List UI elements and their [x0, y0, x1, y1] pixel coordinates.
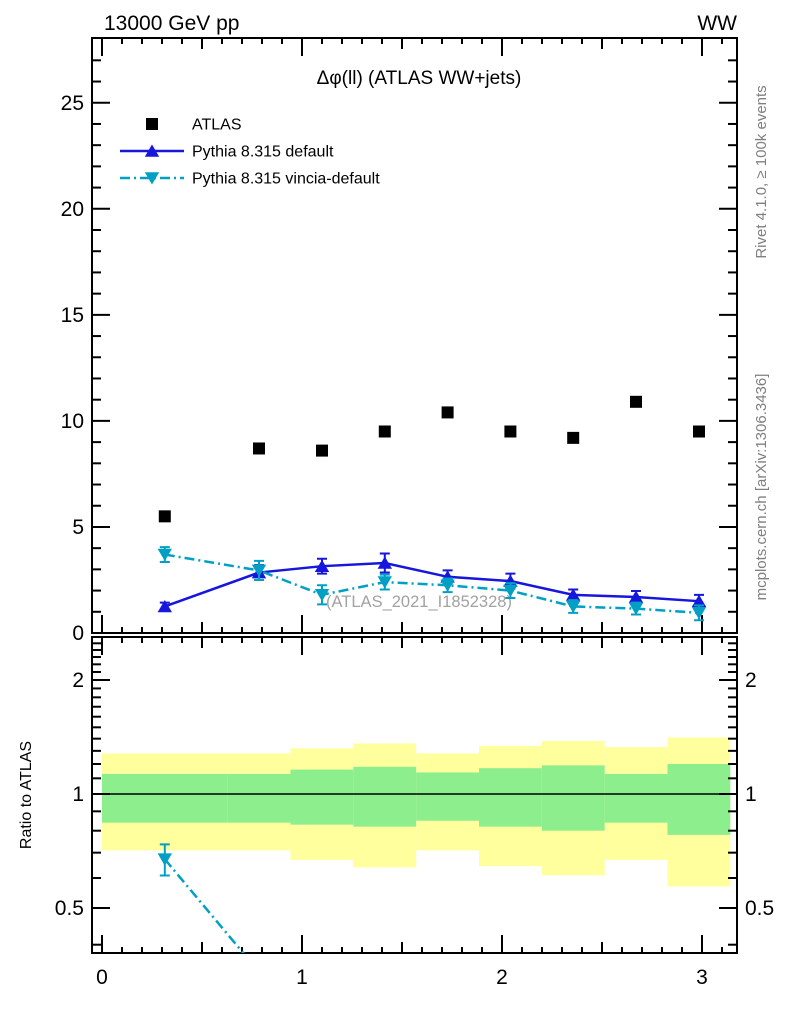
legend-marker-square: [146, 118, 158, 130]
top-panel-frame: [92, 38, 737, 633]
green-band-bin: [291, 770, 354, 825]
green-band-bin: [102, 774, 228, 823]
y-tick-label: 5: [72, 515, 84, 539]
green-band-bin: [353, 767, 416, 827]
ratio-tick-label-right: 2: [745, 669, 757, 692]
chart-layers: [55, 38, 774, 1024]
y-tick-label: 15: [60, 303, 84, 327]
green-band-bin: [416, 772, 479, 820]
series-triangle-up: [165, 959, 699, 1024]
series-triangle-down: [158, 844, 699, 1024]
series-line: [165, 959, 699, 1024]
y-tick-label: 25: [60, 91, 84, 115]
legend-marker-column: [120, 118, 184, 185]
legend-label-pythia-default: Pythia 8.315 default: [192, 143, 334, 161]
data-point-marker: [692, 607, 706, 619]
ratio-tick-label-right: 0.5: [745, 897, 775, 920]
beam-energy-label: 13000 GeV pp: [104, 12, 240, 35]
green-band-bin: [479, 768, 542, 826]
data-point-marker: [567, 432, 579, 444]
ratio-tick-label-left: 0.5: [54, 897, 84, 920]
data-point-marker: [159, 510, 171, 522]
x-tick-label: 1: [296, 966, 308, 989]
mcplots-arxiv-watermark: mcplots.cern.ch [arXiv:1306.3436]: [753, 373, 770, 601]
x-tick-label: 2: [496, 966, 508, 989]
x-tick-label: 0: [96, 966, 108, 989]
data-point-marker: [158, 600, 172, 612]
ratio-tick-label-right: 1: [745, 783, 757, 806]
ratio-tick-label-left: 2: [72, 669, 84, 692]
ratio-uncertainty-bands: [92, 737, 737, 886]
ratio-panel-series: [158, 844, 699, 1024]
green-band-bin: [667, 764, 730, 835]
y-tick-label: 10: [60, 409, 84, 433]
series-square: [159, 396, 705, 523]
legend-label-atlas: ATLAS: [192, 116, 242, 134]
analysis-watermark: (ATLAS_2021_I1852328): [326, 593, 512, 611]
top-panel-series: [158, 396, 707, 620]
rivet-version-watermark: Rivet 4.1.0, ≥ 100k events: [753, 85, 770, 259]
green-band-bin: [542, 765, 605, 830]
ratio-tick-label-left: 1: [72, 783, 84, 806]
data-point-marker: [693, 426, 705, 438]
data-point-marker: [316, 445, 328, 457]
data-point-marker: [630, 396, 642, 408]
data-point-marker: [442, 406, 454, 418]
green-band-bin: [228, 774, 291, 823]
series-line: [165, 859, 699, 1024]
y-tick-label: 20: [60, 197, 84, 221]
x-tick-label: 3: [696, 966, 708, 989]
legend-label-pythia-vincia: Pythia 8.315 vincia-default: [192, 170, 380, 188]
green-band-bin: [605, 774, 668, 823]
data-point-marker: [504, 426, 516, 438]
y-tick-label: 0: [72, 622, 84, 645]
process-label: WW: [697, 12, 737, 35]
ratio-axis-title: Ratio to ATLAS: [18, 740, 35, 850]
plot-title: Δφ(ll) (ATLAS WW+jets): [316, 68, 522, 89]
data-point-marker: [379, 426, 391, 438]
data-point-marker: [253, 442, 265, 454]
